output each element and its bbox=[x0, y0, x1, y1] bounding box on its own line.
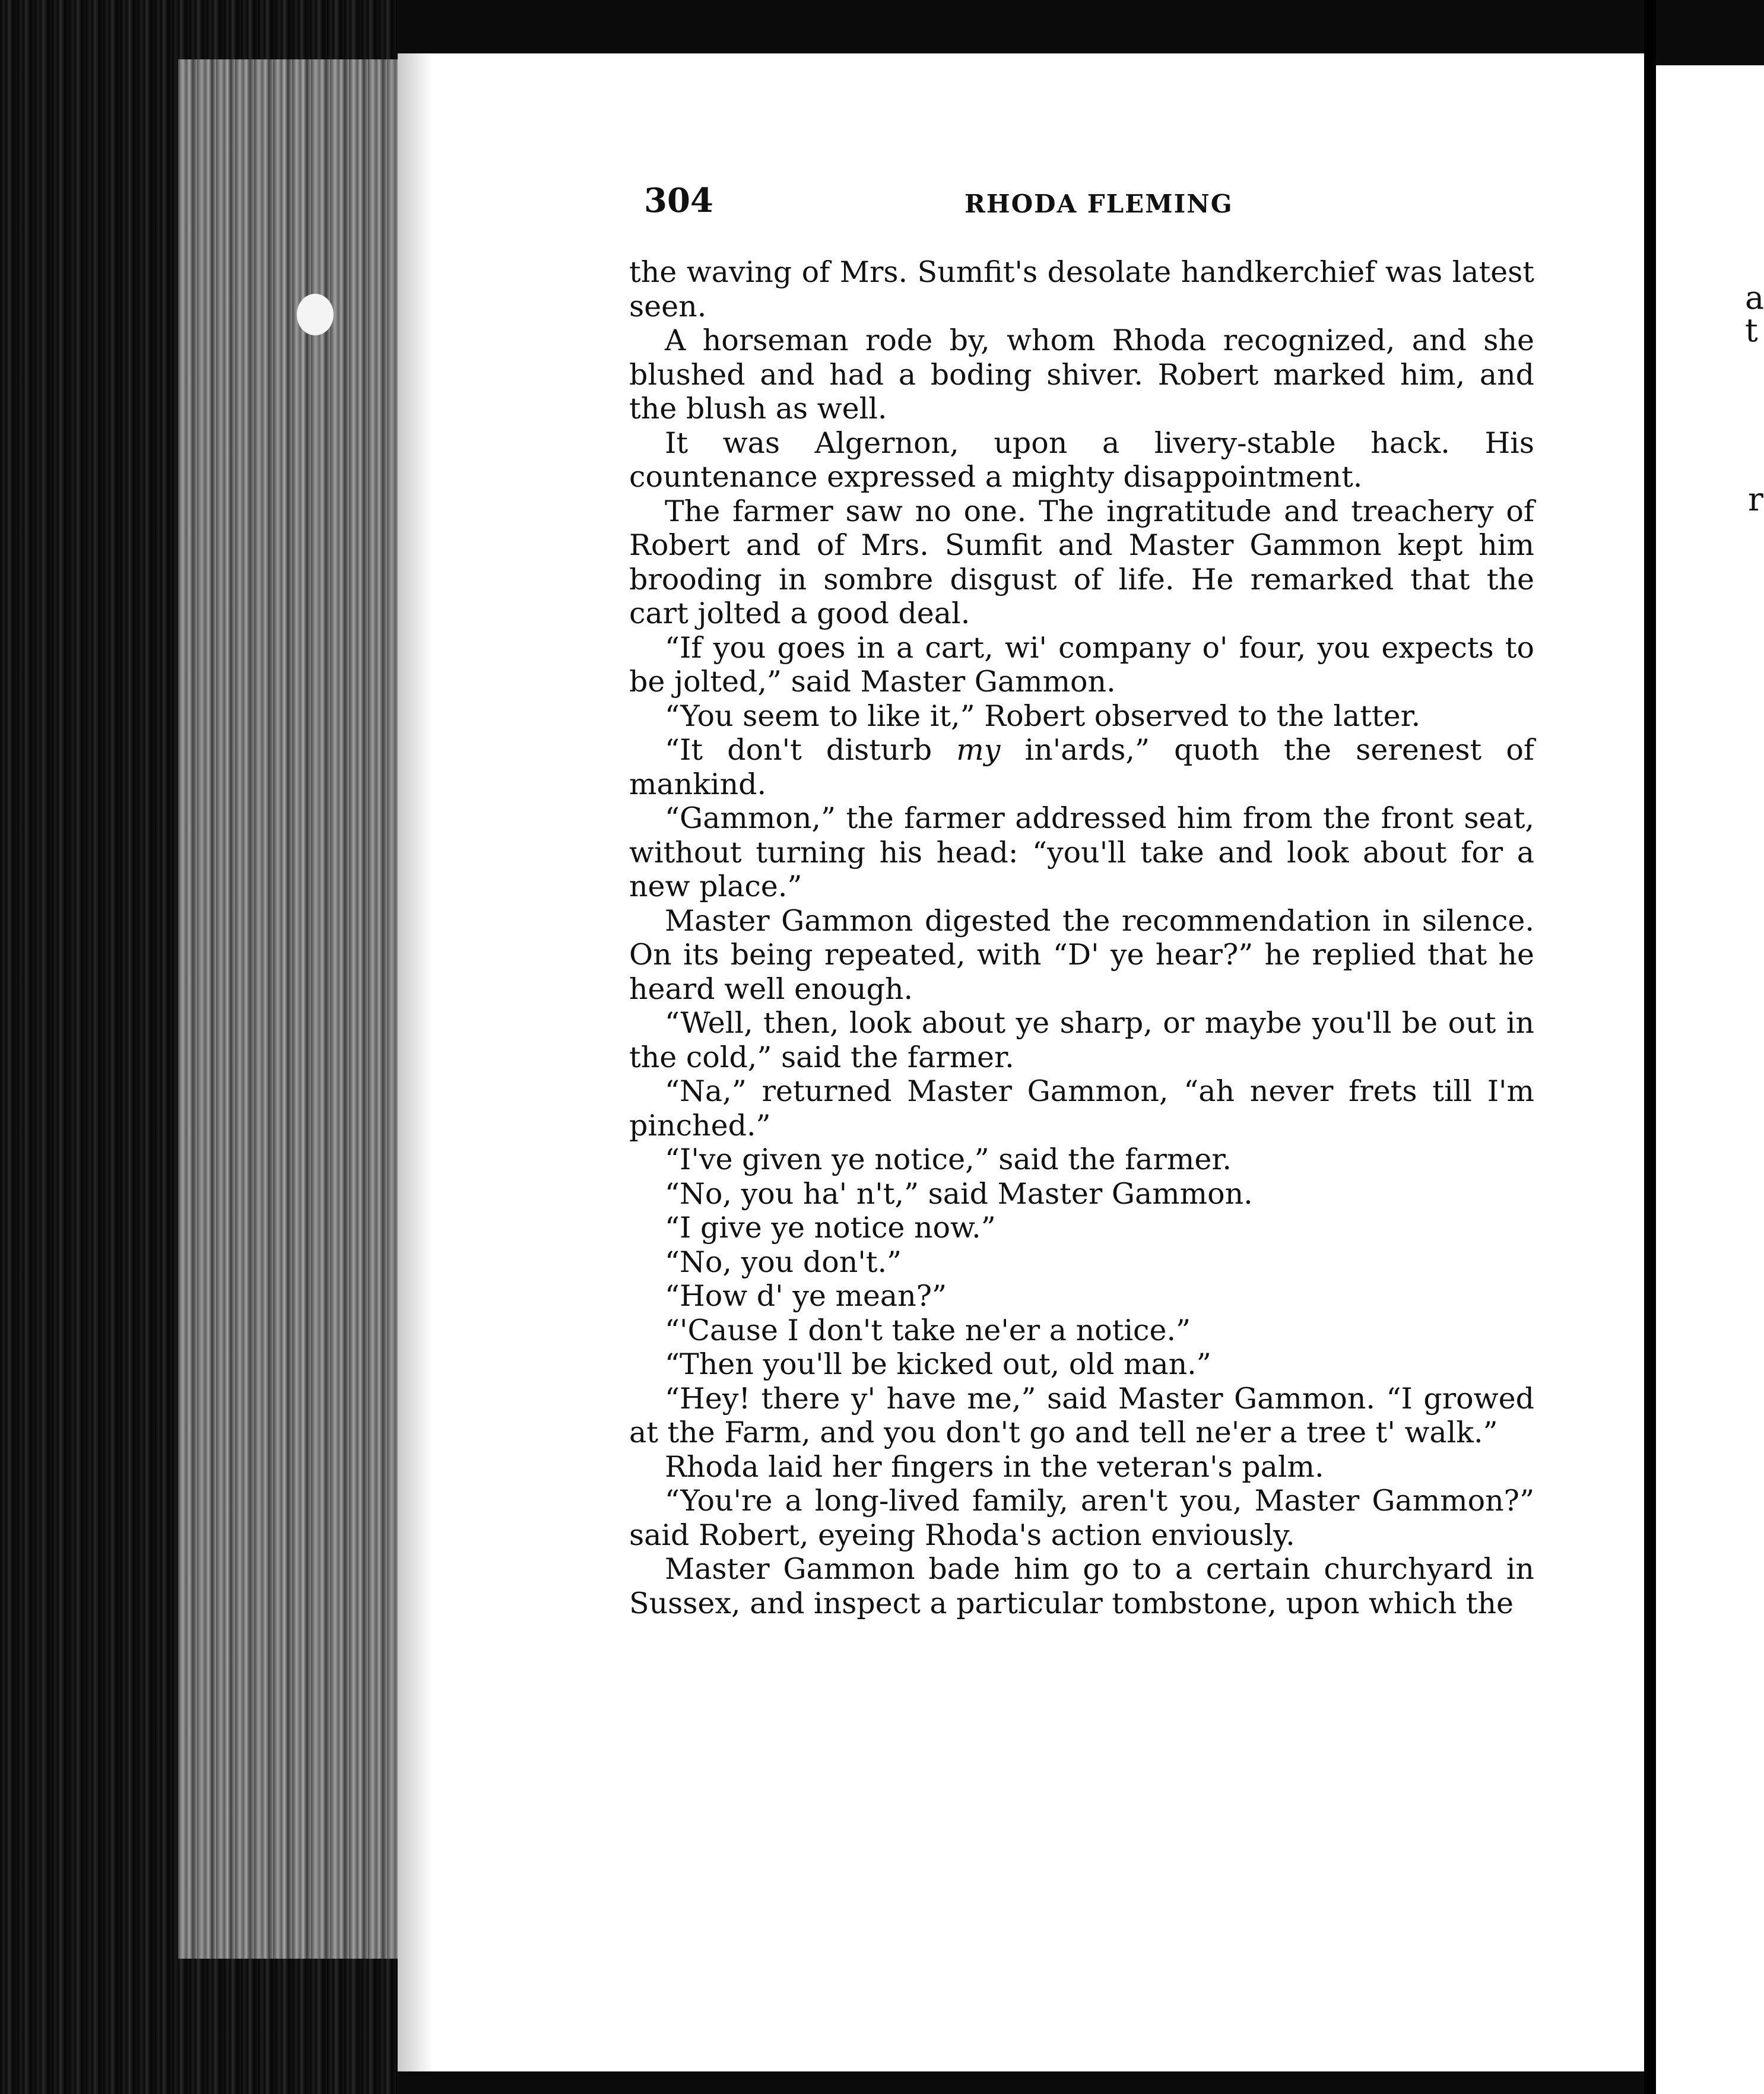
paragraph: “Well, then, look about ye sharp, or maybe you'll be out in the cold,” said the farmer. bbox=[629, 1006, 1534, 1074]
running-head: RHODA FLEMING bbox=[965, 189, 1233, 218]
paragraph: “No, you don't.” bbox=[665, 1245, 902, 1279]
facing-page bbox=[1656, 65, 1764, 2094]
facing-page-fragment-1: a bbox=[1745, 279, 1764, 316]
book-page-edges bbox=[0, 0, 398, 2094]
facing-page-fragment-2: t bbox=[1745, 312, 1758, 349]
paper-blemish bbox=[297, 294, 334, 335]
paragraph-text-before: “It don't disturb bbox=[665, 733, 957, 767]
paragraph: “I've given ye notice,” said the farmer. bbox=[665, 1143, 1232, 1176]
page-number: 304 bbox=[644, 181, 713, 220]
paragraph: “Hey! there y' have me,” said Master Gammon. “I growed at the Farm, and you don't go and tell ne'er a tree t' walk.” bbox=[629, 1381, 1534, 1449]
paragraph: “You seem to like it,” Robert observed to the latter. bbox=[665, 699, 1421, 733]
paragraph: “No, you ha' n't,” said Master Gammon. bbox=[665, 1176, 1253, 1211]
paragraph: “Then you'll be kicked out, old man.” bbox=[665, 1347, 1211, 1381]
page-header bbox=[644, 181, 1534, 229]
paragraph: The farmer saw no one. The ingratitude and treachery of Robert and of Mrs. Sumfit and Master Gammon kept him brooding in sombre disgust of life. He remarked that the cart jolted a good deal. bbox=[629, 494, 1534, 630]
paragraph: “I give ye notice now.” bbox=[665, 1211, 996, 1245]
paragraph: “You're a long-lived family, aren't you, Master Gammon?” said Robert, eyeing Rhoda's action enviously. bbox=[629, 1484, 1534, 1552]
page-edge-highlight bbox=[178, 59, 398, 1959]
paragraph: Master Gammon bade him go to a certain churchyard in Sussex, and inspect a particular tombstone, upon which the bbox=[629, 1552, 1534, 1620]
paragraph: “How d' ye mean?” bbox=[665, 1279, 947, 1313]
paragraph: “Gammon,” the farmer addressed him from the front seat, without turning his head: “you'll take and look about for a new place.” bbox=[629, 801, 1534, 903]
paragraph: Rhoda laid her fingers in the veteran's palm. bbox=[665, 1449, 1324, 1484]
paragraph: Master Gammon digested the recommendation in silence. On its being repeated, with “D' ye hear?” he replied that he heard well enough. bbox=[629, 903, 1534, 1006]
facing-page-fragment-3: r bbox=[1748, 481, 1763, 518]
book-gutter bbox=[1644, 0, 1656, 2094]
paragraph: “If you goes in a cart, wi' company o' four, you expects to be jolted,” said Master Gammon. bbox=[629, 630, 1534, 699]
paragraph: the waving of Mrs. Sumfit's desolate handkerchief was latest seen. bbox=[629, 255, 1534, 323]
page-binding-shadow bbox=[398, 53, 433, 2071]
paragraph: It was Algernon, upon a livery-stable hack. His countenance expressed a mighty disappointment. bbox=[629, 426, 1534, 494]
paragraph bbox=[629, 733, 1534, 801]
paragraph: “'Cause I don't take ne'er a notice.” bbox=[665, 1313, 1191, 1347]
paragraph: A horseman rode by, whom Rhoda recognized, and she blushed and had a boding shiver. Robert marked him, and the blush as well. bbox=[629, 323, 1534, 426]
paragraph: “Na,” returned Master Gammon, “ah never frets till I'm pinched.” bbox=[629, 1074, 1534, 1143]
paragraph-text-after: in'ards,” quoth the serenest of mankind. bbox=[629, 733, 1534, 801]
body-text bbox=[629, 255, 1534, 1620]
italic-word: my bbox=[956, 733, 1001, 767]
